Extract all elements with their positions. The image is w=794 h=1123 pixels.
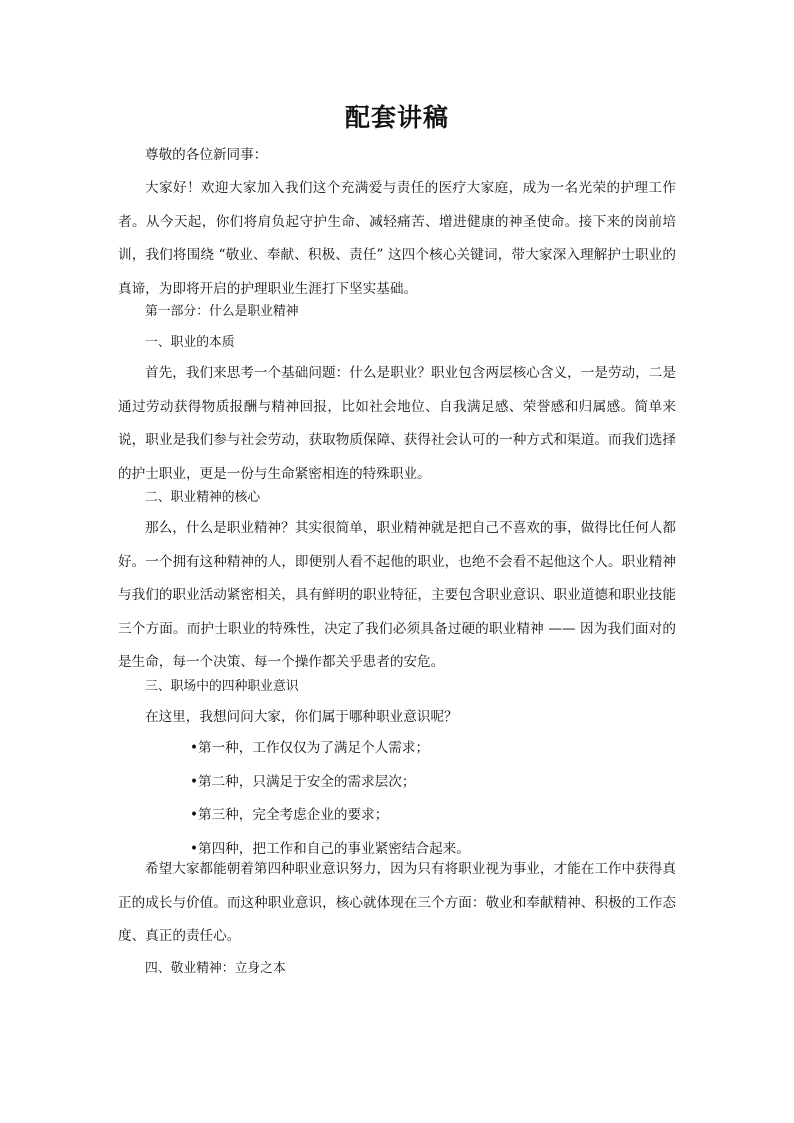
section4-heading: 四、敬业精神：立身之本 xyxy=(145,961,286,976)
intro-paragraph: 大家好！欢迎大家加入我们这个充满爱与责任的医疗大家庭，成为一名光荣的护理工作者。从今天起，你们将肩负起守护生命、减轻痛苦、增进健康的神圣使命。接下来的岗前培训，我们将围绕 “敬业、奉献、积极、责任” 这四个核心关键词，带大家深入理解护士职业的真谛，为即将开启的护理职业生涯打下坚实基础。 xyxy=(118,180,676,297)
document-title: 配套讲稿 xyxy=(344,103,449,132)
list-item: •第一种，工作仅仅为了满足个人需求； xyxy=(190,732,670,766)
section2-heading: 二、职业精神的核心 xyxy=(145,490,261,505)
bullet-icon: • xyxy=(190,740,199,756)
part1-heading: 第一部分：什么是职业精神 xyxy=(145,304,299,319)
section1-paragraph: 首先，我们来思考一个基础问题：什么是职业？职业包含两层核心含义，一是劳动，二是通过劳动获得物质报酬与精神回报，比如社会地位、自我满足感、荣誉感和归属感。简单来说，职业是我们参与社会劳动，获取物质保障、获得社会认可的一种方式和渠道。而我们选择的护士职业，更是一份与生命紧密相连的特殊职业。 xyxy=(118,365,676,482)
consciousness-list xyxy=(190,732,670,866)
list-item: •第四种，把工作和自己的事业紧密结合起来。 xyxy=(190,833,670,867)
list-item: •第二种，只满足于安全的需求层次； xyxy=(190,766,670,800)
section3-heading: 三、职场中的四种职业意识 xyxy=(145,679,299,694)
section3-conclusion: 希望大家都能朝着第四种职业意识努力，因为只有将职业视为事业，才能在工作中获得真正的成长与价值。而这种职业意识，核心就体现在三个方面：敬业和奉献精神、积极的工作态度、真正的责任心。 xyxy=(118,861,676,945)
section2-paragraph: 那么，什么是职业精神？其实很简单，职业精神就是把自己不喜欢的事，做得比任何人都好。一个拥有这种精神的人，即便别人看不起他的职业，也绝不会看不起他这个人。职业精神与我们的职业活动紧密相关，具有鲜明的职业特征，主要包含职业意识、职业道德和职业技能三个方面。而护士职业的特殊性，决定了我们必须具备过硬的职业精神 —— 因为我们面对的是生命，每一个决策、每一个操作都关乎患者的安危。 xyxy=(118,520,676,671)
section3-question: 在这里，我想问问大家，你们属于哪种职业意识呢？ xyxy=(145,709,458,725)
bullet-icon: • xyxy=(190,773,199,790)
bullet-icon: • xyxy=(190,840,199,857)
greeting: 尊敬的各位新同事： xyxy=(145,147,268,163)
list-item: •第三种，完全考虑企业的要求； xyxy=(190,799,670,833)
bullet-icon: • xyxy=(190,807,199,824)
section1-heading: 一、职业的本质 xyxy=(145,335,235,350)
